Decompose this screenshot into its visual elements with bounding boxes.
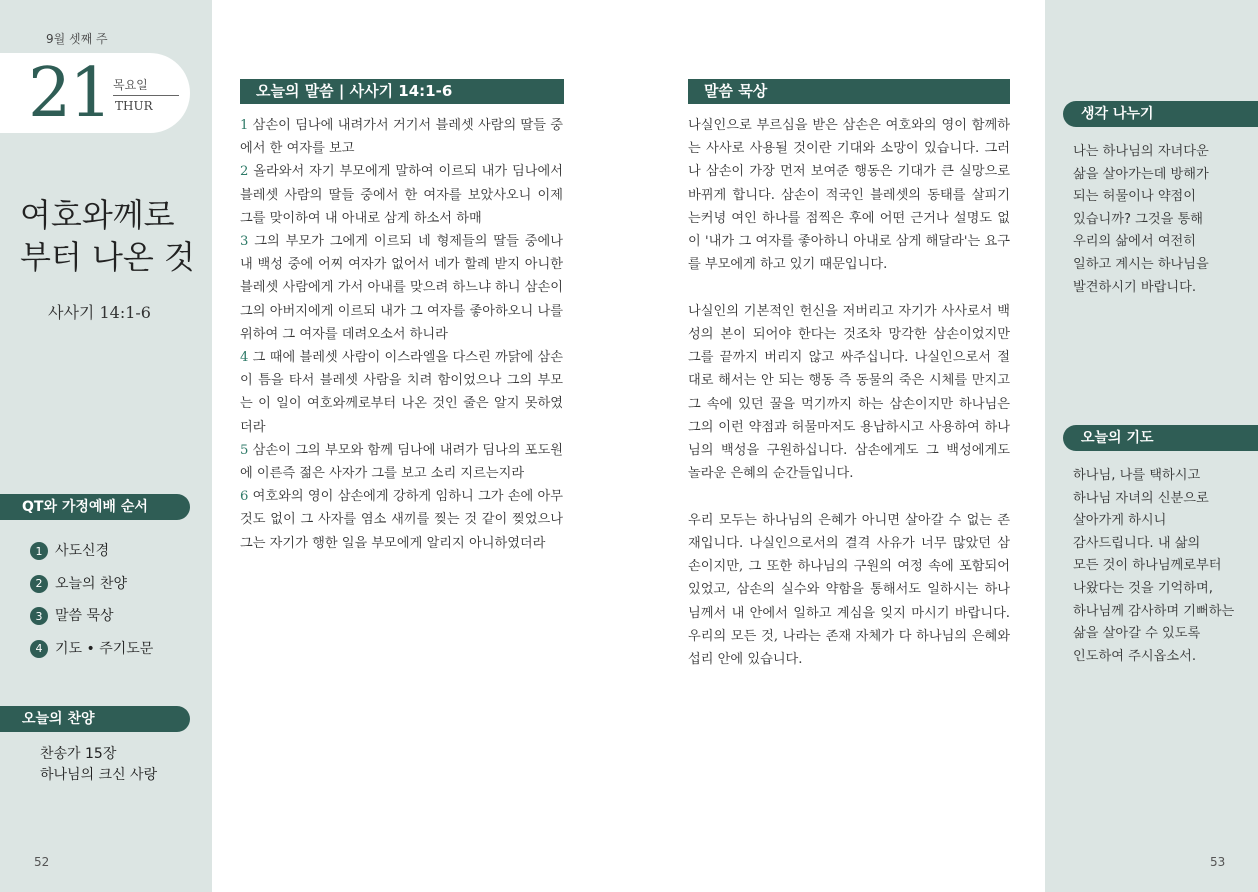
day-number: 21 <box>28 54 111 133</box>
order-heading: QT와 가정예배 순서 <box>0 494 190 520</box>
list-item-label: 사도신경 <box>55 543 110 559</box>
meditation-paragraph: 우리 모두는 하나님의 은혜가 아니면 살아갈 수 없는 존재입니다. 나실인으로서의 결격 사유가 너무 많았던 삼손이지만, 그 또한 하나님의 구원의 여정 속에 포함되어 있었고, 삼손의 실수와 약함을 통해서도 일하시는 하나님께서 내 안에서 일하고 계심을 잊지 마시기 바랍니다. 우리의 모든 것, 나라는 존재 자체가 다 하나님의 은혜와 섭리 안에 있습니다. <box>688 512 1010 668</box>
number-badge: 4 <box>30 640 48 658</box>
share-heading: 생각 나누기 <box>1063 101 1258 127</box>
verse-number: 4 <box>240 350 249 366</box>
hymn-title: 하나님의 크신 사랑 <box>40 767 158 783</box>
list-item <box>30 540 153 573</box>
prayer-line: 나왔다는 것을 기억하며, <box>1073 580 1213 596</box>
share-line: 되는 허물이나 약점이 <box>1073 189 1197 205</box>
share-line: 삶을 살아가는데 방해가 <box>1073 166 1209 182</box>
verse-number: 3 <box>240 234 249 250</box>
hymn-info <box>40 744 157 786</box>
verse-text: 여호와의 영이 삼손에게 강하게 임하니 그가 손에 아무것도 없이 그 사자를 염소 새끼를 찢는 것 같이 찢었으나 그는 자기가 행한 일을 부모에게 알리지 아니하였더라 <box>240 489 563 551</box>
number-badge: 2 <box>30 575 48 593</box>
share-line: 일하고 계시는 하나님을 <box>1073 256 1209 272</box>
page-number-right: 53 <box>1210 855 1226 869</box>
prayer-line: 삶을 살아갈 수 있도록 <box>1073 626 1201 642</box>
share-line: 나는 하나님의 자녀다운 <box>1073 144 1209 159</box>
verse-number: 5 <box>240 442 249 458</box>
prayer-line: 하나님께 감사하며 기뻐하는 <box>1073 603 1235 619</box>
verse-number: 2 <box>240 164 249 180</box>
meditation-text <box>688 114 1010 695</box>
scripture-reference: 사사기 14:1-6 <box>48 303 151 322</box>
verse-text: 올라와서 자기 부모에게 말하여 이르되 내가 딤나에서 블레셋 사람의 딸들 중에서 한 여자를 보았사오니 이제 그를 맞이하여 내 아내로 삼게 하소서 하매 <box>240 164 563 226</box>
verse-text: 그 때에 블레셋 사람이 이스라엘을 다스린 까닭에 삼손이 틈을 타서 블레셋 사람을 치려 함이었으나 그의 부모는 이 일이 여호와께로부터 나온 것인 줄은 알지 못하였더라 <box>240 350 563 435</box>
list-item-label: 말씀 묵상 <box>55 608 114 624</box>
list-item-label: 기도 • 주기도문 <box>55 640 154 657</box>
weekday-korean: 목요일 <box>113 78 148 92</box>
meditation-heading: 말씀 묵상 <box>688 79 1010 104</box>
weekday-english: THUR <box>115 99 153 113</box>
share-line: 있습니까? 그것을 통해 <box>1073 211 1204 227</box>
prayer-heading: 오늘의 기도 <box>1063 425 1258 451</box>
verse-text: 삼손이 그의 부모와 함께 딤나에 내려가 딤나의 포도원에 이른즉 젊은 사자가 그를 보고 소리 지르는지라 <box>240 442 563 482</box>
verse-number: 1 <box>240 118 249 133</box>
verse-text: 삼손이 딤나에 내려가서 거기서 블레셋 사람의 딸들 중에서 한 여자를 보고 <box>240 118 563 157</box>
page-title-line: 부터 나온 것 <box>20 238 195 276</box>
prayer-line: 인도하여 주시옵소서. <box>1073 648 1197 664</box>
worship-order-list <box>30 540 153 670</box>
list-item <box>30 638 153 671</box>
hymn-heading: 오늘의 찬양 <box>0 706 190 732</box>
page-number-left: 52 <box>34 855 50 869</box>
prayer-text <box>1073 465 1243 668</box>
list-item <box>30 605 153 638</box>
prayer-line: 살아가게 하시니 <box>1073 513 1167 529</box>
meditation-paragraph: 나실인의 기본적인 헌신을 저버리고 자기가 사사로서 백성의 본이 되어야 한다는 것조차 망각한 삼손이었지만 그를 끝까지 버리지 않고 싸주십니다. 나실인으로서 절대로 해서는 안 되는 행동 즉 동물의 죽은 시체를 만지고 그 속에 있던 꿀을 먹기까지 하는 삼손이지만 하나님은 그의 이런 약점과 허물마저도 용납하시고 사용하여 하나님의 백성을 구원하십니다. 삼손에게도 그 백성에게도 놀라운 은혜의 순간들입니다. <box>688 303 1010 482</box>
meditation-paragraph: 나실인으로 부르심을 받은 삼손은 여호와의 영이 함께하는 사사로 사용될 것이란 기대와 소망이 있습니다. 그러나 삼손이 가장 먼저 보여준 행동은 기대가 큰 실망으로 바뀌게 합니다. 삼손이 적국인 블레셋의 동태를 살피기는커녕 여인 하나를 점찍은 후에 어떤 근거나 설명도 없이 '내가 그 여자를 좋아하니 아내로 삼게 해달라'는 요구를 부모에게 하고 있기 때문입니다. <box>688 118 1010 273</box>
list-item-label: 오늘의 찬양 <box>55 575 128 592</box>
page-title-line: 여호와께로 <box>20 196 175 234</box>
verse-text: 그의 부모가 그에게 이르되 네 형제들의 딸들 중에나 내 백성 중에 어찌 여자가 없어서 네가 할례 받지 아니한 블레셋 사람에게 가서 아내를 맞으려 하느냐 하니 삼손이 그의 아버지에게 이르되 내가 그 여자를 좋아하오니 나를 위하여 그 여자를 데려오소서 하니라 <box>240 234 563 342</box>
prayer-line: 하나님 자녀의 신분으로 <box>1073 490 1209 506</box>
page-title <box>20 194 195 278</box>
share-line: 발견하시기 바랍니다. <box>1073 279 1197 295</box>
date-divider <box>113 95 179 96</box>
prayer-line: 모든 것이 하나님께로부터 <box>1073 558 1222 574</box>
list-item <box>30 573 153 606</box>
hymn-number: 찬송가 15장 <box>40 746 117 762</box>
share-text <box>1073 141 1243 299</box>
prayer-line: 하나님, 나를 택하시고 <box>1073 468 1201 483</box>
verse-number: 6 <box>240 489 249 505</box>
scripture-heading: 오늘의 말씀 | 사사기 14:1-6 <box>240 79 564 104</box>
week-label: 9월 셋째 주 <box>46 32 108 46</box>
prayer-line: 감사드립니다. 내 삶의 <box>1073 535 1201 551</box>
number-badge: 1 <box>30 542 48 560</box>
scripture-text <box>240 114 563 555</box>
number-badge: 3 <box>30 607 48 625</box>
share-line: 우리의 삶에서 여전히 <box>1073 234 1197 250</box>
